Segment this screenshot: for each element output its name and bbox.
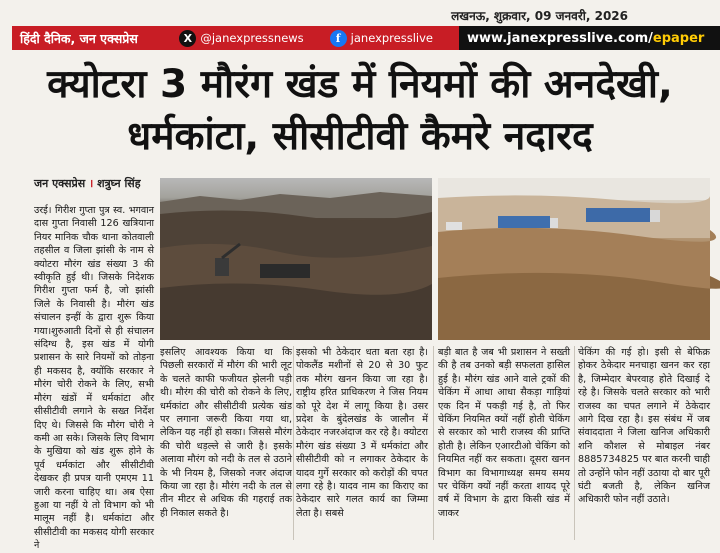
website-url: www.janexpresslive.com/ xyxy=(467,30,653,46)
article-column-3: इसको भी ठेकेदार धता बता रहा है। पोकलैंड मशीनों से 20 से 30 फुट तक मौरंग खनन किया जा रहा है। राष्ट्रीय हरित प्राधिकरण ने जिस नियम को पूरे देश में लागू किया है। उसर प्रदेश के बुंदेलखंड के जालौन में ठेकेदार नजरअंदाज कर रहे है। क्योटरा मौरंग खंड संख्या 3 में धर्मकांटा और सीसीटीवी को न लगाकर ठेकेदार के यादव गुर्गे सरकार को करोड़ों की चपत लगा रहे है। यादव नाम का किराए का ठेकेदार सारे गलत कार्य का जिम्मा लेता है। सबसे xyxy=(296,347,428,519)
x-handle: @janexpressnews xyxy=(200,31,304,45)
column-rule xyxy=(293,346,294,540)
article-column-5: चेकिंग की गई हो। इसी से बेफिक्र होकर ठेकेदार मनचाहा खनन कर रहा है, जिम्मेदार बेपरवाह होते दिखाई दे रहे है। जिसके चलते सरकार को भारी राजस्व का चपत लगाने में ठेकेदार आगे दिख रहा है। इस संबंध में जब संवाददाता ने जिला खनिज अधिकारी शनि कौशल से मोबाइल नंबर 8885734825 पर बात करनी चाही तो उन्होंने फोन नहीं उठाया दो बार पूरी घंटी बजती है, लेकिन खनिज अधिकारी फोन नहीं उठाते। xyxy=(578,347,710,506)
excavation-site-photo xyxy=(160,178,432,340)
x-icon: X xyxy=(179,30,196,47)
excavation-scene xyxy=(160,178,432,340)
headline-line-1: क्योटरा 3 मौरंग खंड में नियमों की अनदेखी, xyxy=(47,62,673,107)
x-handle-block xyxy=(179,30,303,47)
article-column-2: इसलिए आवश्यक किया था कि पिछली सरकारों में मौरंग की भारी लूट के चलते काफी फजीयत झेलनी पड़ी थी। मौरंग की चोरी को रोकने के लिए, धर्मकांटा और सीसीटीवी प्रत्येक खंड पर लगाना जरूरी किया गया था, लेकिन यह नहीं हो सका। जिससे मौरंग की चोरी धड़ल्ले से जारी है। इसके अलावा मौरंग को नदी के तल से उठाने के भी नियम है, जिसको नजर अंदाज किया जा रहा है। मौरंग नदी के तल से तीन मीटर से अधिक की गहराई तक ही निकाल सकते है। xyxy=(160,347,292,519)
article-column-4: बड़ी बात है जब भी प्रशासन ने सख्ती की है तब उनको बड़ी सफलता हासिल हुई है। मौरंग खंड आने वाले ट्रकों की चेकिंग में आधा आधा सैकड़ा गाड़ियां एक दिन में पकड़ी गई है, तो फिर चेकिंग नियमित क्यों नहीं होती चेकिंग से सरकार को भारी राजस्व की प्राप्ति होती है। लेकिन एआरटीओ चेकिंग को नियमित नहीं कर सकता। दूसरा खनन विभाग का विभागाध्यक्ष समय समय पर चेकिंग क्यों नहीं करता शायद पूरे वर्ष में विभाग के द्वारा किसी खंड में जाकर xyxy=(438,347,570,519)
brand-name: हिंदी दैनिक, जन एक्सप्रेस xyxy=(20,30,138,46)
facebook-icon: f xyxy=(330,30,347,47)
byline-agency: जन एक्सप्रेस xyxy=(34,177,86,190)
facebook-handle: janexpresslive xyxy=(350,31,433,45)
byline-reporter: शत्रुघ्न सिंह xyxy=(97,177,141,190)
byline-separator: । xyxy=(89,177,94,190)
facebook-handle-block xyxy=(330,30,433,47)
headline-line-2: धर्मकांटा, सीसीटीवी कैमरे नदारद xyxy=(127,114,593,159)
website-banner xyxy=(459,26,720,50)
article-column-1: उरई। गिरीश गुप्ता पुत्र स्व. भगवान दास गुप्ता निवासी 126 खत्रियाना नियर मानिक चौक थाना कोतवाली तहसील व जिला झांसी के नाम से क्योटरा मौरंग खंड संख्या 3 की स्वीकृति हुई थी। जिसके निदेशक गिरीश गुप्ता फर्म है, जो झांसी जिले के निवासी है। मौरंग खंड संचालन इन्हीं के द्वारा शुरू किया गया।शुरुआती दिनों से ही संचालन संदिग्ध है, इस खंड में योगी प्रशासन के सारे नियमों को तोड़ना ही मकसद है, क्योंकि सरकार ने मौरंग चोरी रोकने के लिए, सभी मौरंग खंडों में धर्मकांटा और सीसीटीवी लगाने के सख्त निर्देश दिए थे। जिससे कि मौरंग चोरी ने कमी आ सके। जिसके लिए विभाग के मुखिया को खंड शुरू होने के पूर्व धर्मकांटा और सीसीटीवी देखकर ही प्रपत्र यानी एमएम 11 जारी करना चाहिए था। अब ऐसा हुआ या नहीं ये तो विभाग को भी मालूम नहीं है। धर्मकांटा और सीसीटीवी का मकसद योगी सरकार ने xyxy=(34,205,154,552)
top-line xyxy=(0,0,720,26)
masthead-strip xyxy=(12,26,720,50)
column-rule xyxy=(433,346,434,540)
dateline: लखनऊ, शुक्रवार, 09 जनवरी, 2026 xyxy=(451,9,628,23)
epaper-label: epaper xyxy=(652,30,705,46)
sand-mining-trucks-photo xyxy=(438,178,710,340)
trucks-scene xyxy=(438,178,710,340)
byline xyxy=(34,176,141,191)
column-rule xyxy=(574,346,575,540)
